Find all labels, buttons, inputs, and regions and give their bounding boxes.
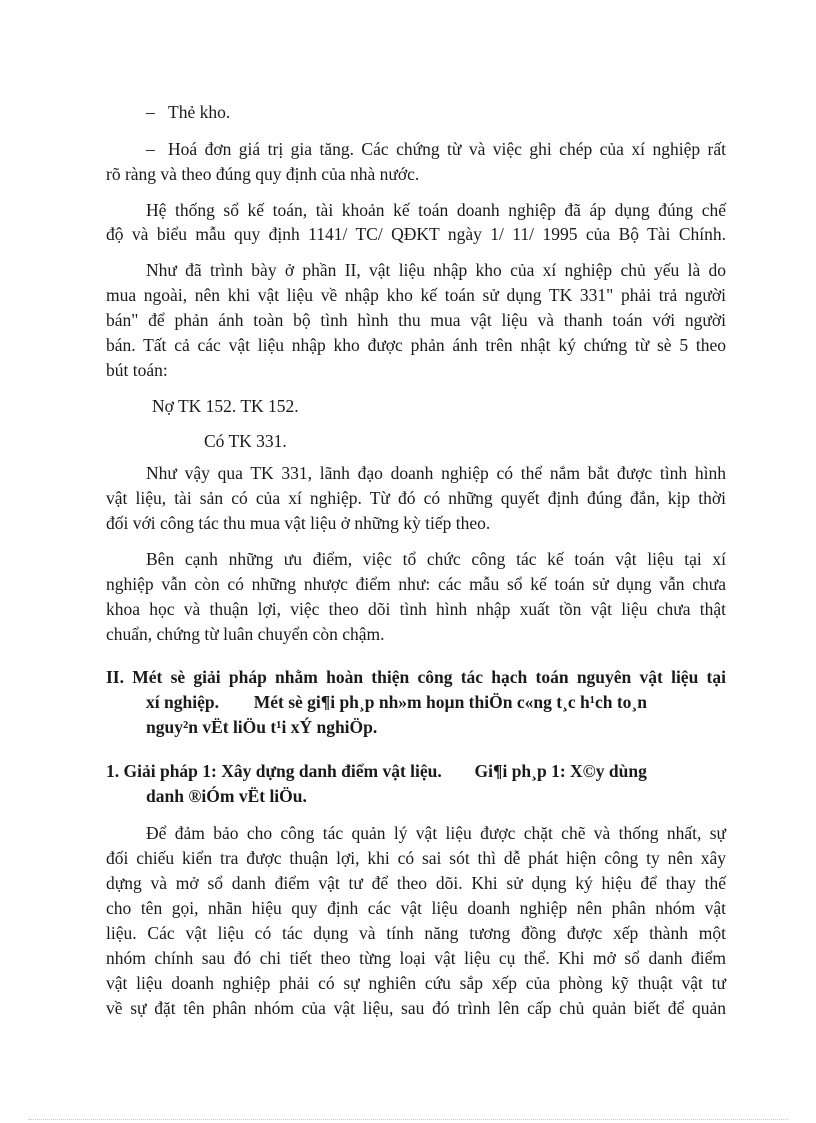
- section-heading-line: [146, 691, 726, 713]
- credit-entry: Có TK 331.: [204, 431, 287, 451]
- paragraph-line: cho tên gọi, nhãn hiệu quy định các vật liệu doanh nghiệp nên phân nhóm vật: [106, 898, 726, 918]
- paragraph-line: chuẩn, chứng từ luân chuyển còn chậm.: [106, 624, 385, 644]
- section-heading-legacy-text: Mét sè gi¶i ph¸p nh»m hoµn thiÖn c«ng t¸c h¹ch to¸n: [253, 692, 647, 712]
- paragraph-line: nghiệp vẫn còn có những nhược điểm như: các mẫu sổ kế toán sử dụng vẫn chưa: [106, 574, 726, 594]
- paragraph-line: dựng và mở sổ danh điểm vật tư để theo dõi. Khi sử dụng ký hiệu để thay thế: [106, 873, 726, 893]
- bullet-text-continued: rõ ràng và theo đúng quy định của nhà nước.: [106, 164, 420, 184]
- bullet-dash: –: [146, 139, 155, 159]
- paragraph-line: về sự đặt tên phân nhóm của vật liệu, sau đó trình lên cấp chủ quản biết để quản: [106, 998, 726, 1018]
- paragraph-line: đối chiếu kiển tra được thuận lợi, khi có sai sót thì dễ phát hiện công ty nên xây: [106, 848, 726, 868]
- page-footer-divider: [28, 1119, 788, 1120]
- paragraph-line: vật liệu, tài sản có của xí nghiệp. Từ đó có những quyết định đúng đắn, kịp thời: [106, 488, 726, 508]
- paragraph-line: bút toán:: [106, 360, 168, 380]
- paragraph-line: liệu. Các vật liệu có tác dụng và tính năng tương đồng được xếp thành một: [106, 923, 726, 943]
- subsection-heading-text: 1. Giải pháp 1: Xây dựng danh điểm vật liệu.: [106, 761, 442, 781]
- paragraph-line: đối với công tác thu mua vật liệu ở những kỳ tiếp theo.: [106, 513, 491, 533]
- paragraph-line: mua ngoài, nên khi vật liệu về nhập kho kế toán sử dụng TK 331" phải trả người: [106, 285, 726, 305]
- paragraph-line: vật liệu doanh nghiệp phải có sự nghiên cứu sắp xếp của phòng kỹ thuật vật tư: [106, 973, 726, 993]
- paragraph-line: Như đã trình bày ở phần II, vật liệu nhập kho của xí nghiệp chủ yếu là do: [146, 260, 726, 280]
- debit-entry: Nợ TK 152. TK 152.: [152, 396, 299, 416]
- paragraph-line: độ và biểu mẫu quy định 1141/ TC/ QĐKT ngày 1/ 11/ 1995 của Bộ Tài Chính.: [106, 224, 726, 244]
- bullet-item: [146, 138, 726, 160]
- paragraph-line: Hệ thống sổ kế toán, tài khoản kế toán doanh nghiệp đã áp dụng đúng chế: [146, 200, 726, 220]
- section-heading: II. Mét sè giải pháp nhằm hoàn thiện công tác hạch toán nguyên vật liệu tại: [106, 667, 726, 687]
- bullet-text: Hoá đơn giá trị gia tăng. Các chứng từ và việc ghi chép của xí nghiệp rất: [168, 139, 726, 159]
- paragraph-line: nhóm chính sau đó chi tiết theo từng loại vật liệu cụ thể. Khi mở sổ danh điểm: [106, 948, 726, 968]
- subsection-heading-legacy-text: Gi¶i ph¸p 1: X©y dùng: [474, 761, 647, 781]
- subsection-heading-legacy-text: danh ®iÓm vËt liÖu.: [146, 786, 307, 806]
- bullet-dash: –: [146, 102, 155, 122]
- section-heading-text: xí nghiệp.: [146, 692, 219, 712]
- paragraph-line: Để đảm bảo cho công tác quản lý vật liệu được chặt chẽ và thống nhất, sự: [146, 823, 726, 843]
- bullet-item: [146, 101, 546, 123]
- paragraph-line: Bên cạnh những ưu điểm, việc tổ chức công tác kế toán vật liệu tại xí: [146, 549, 726, 569]
- paragraph-line: bán. Tất cả các vật liệu nhập kho được phản ánh trên nhật ký chứng từ sè 5 theo: [106, 335, 726, 355]
- paragraph-line: khoa học và thuận lợi, việc theo dõi tình hình nhập xuất tồn vật liệu chưa thật: [106, 599, 726, 619]
- paragraph-line: Như vậy qua TK 331, lãnh đạo doanh nghiệp có thể nắm bắt được tình hình: [146, 463, 726, 483]
- paragraph-line: bán" để phản ánh toàn bộ tình hình thu mua vật liệu và thanh toán với người: [106, 310, 726, 330]
- subsection-heading: [106, 760, 726, 782]
- bullet-text: Thẻ kho.: [168, 102, 231, 122]
- section-heading-legacy-text: nguy²n vËt liÖu t¹i xÝ nghiÖp.: [146, 717, 378, 737]
